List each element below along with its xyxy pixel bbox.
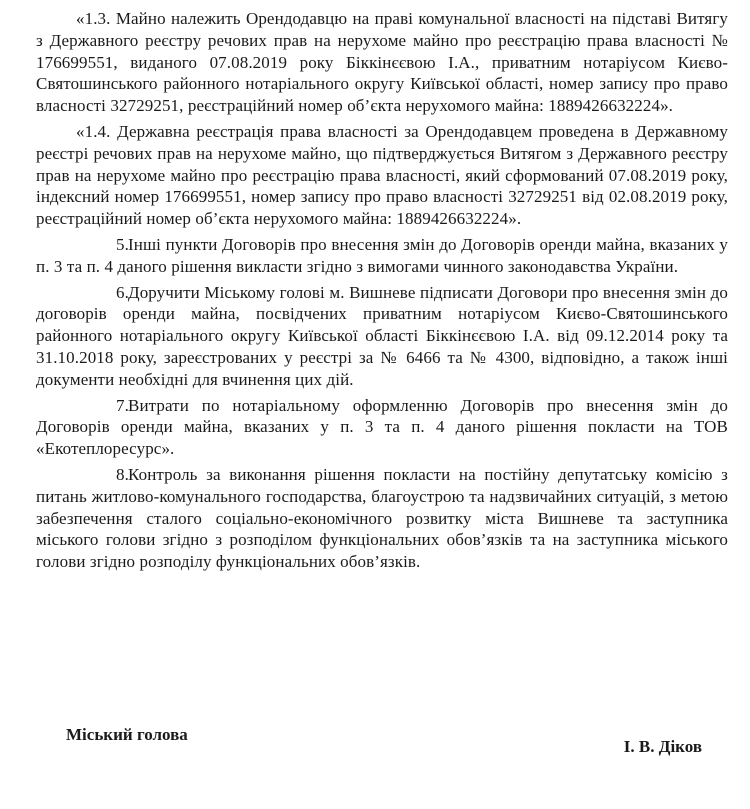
paragraph-number: 8.: [116, 464, 129, 484]
paragraph-text: Інші пункти Договорів про внесення змін до Договорів оренди майна, вказаних у п. 3 та п. 4 даного рішення викласти згідно з вимогами чинного законодавства України.: [36, 234, 728, 276]
paragraph-text: Доручити Міському голові м. Вишневе підписати Договори про внесення змін до договорів оренди майна, посвідчених приватним нотаріусом Києво-Святошинського районного нотаріального округу Київської області Біккінєєвою І.А. від 09.12.2014 року та 31.10.2018 року, зареєстрованих у реєстрі за № 6466 та № 4300, відповідно, а також інші документи необхідні для вчинення цих дій.: [36, 282, 728, 389]
paragraph-text: «1.3. Майно належить Орендодавцю на праві комунальної власності на підставі Витягу з Державного реєстру речових прав на нерухоме майно про реєстрацію права власності № 176699551, виданого 07.08.2019 року Біккінєєвою І.А., приватним нотаріусом Києво-Святошинського районного нотаріального округу Київської області, номер запису про право власності 32729251, реєстраційний номер об’єкта нерухомого майна: 1889426632224».: [36, 9, 728, 116]
paragraph-8: [36, 464, 728, 573]
paragraph-5: [36, 234, 728, 278]
paragraph-number: 5.: [116, 234, 129, 254]
paragraph-text: «1.4. Державна реєстрація права власності за Орендодавцем проведена в Державному реєстрі речових прав на нерухоме майно, що підтверджується Витягом з Державного реєстру прав на нерухоме майно про реєстрацію права власності, який сформований 07.08.2019 року, індексний номер 176699551, номер запису про право власності 32729251 від 02.08.2019 року, реєстраційний номер об’єкта нерухомого майна: 1889426632224».: [36, 121, 728, 229]
paragraph-1-4: [36, 121, 728, 230]
paragraph-text: Контроль за виконання рішення покласти на постійну депутатську комісію з питань житлово-комунального господарства, благоустрою та надзвичайних ситуацій, з метою забезпечення сталого соціально-економічного розвитку міста Вишневе та заступника міського голови згідно з розподілом функціональних обов’язків та на заступника міського голови згідно розподілу функціональних обов’язків.: [36, 464, 728, 572]
paragraph-number: 7.: [116, 395, 129, 415]
paragraph-text: Витрати по нотаріальному оформленню Договорів про внесення змін до Договорів оренди майна, вказаних у п. 3 та п. 4 даного рішення покласти на ТОВ «Екотеплоресурс».: [36, 395, 728, 459]
paragraph-1-3: [36, 8, 728, 117]
signature-name: І. В. Діков: [623, 737, 702, 756]
document-body: [36, 8, 728, 573]
paragraph-7: [36, 395, 728, 460]
signature-position: Міський голова: [66, 725, 188, 744]
paragraph-number: 6.: [116, 282, 129, 302]
paragraph-6: [36, 282, 728, 391]
